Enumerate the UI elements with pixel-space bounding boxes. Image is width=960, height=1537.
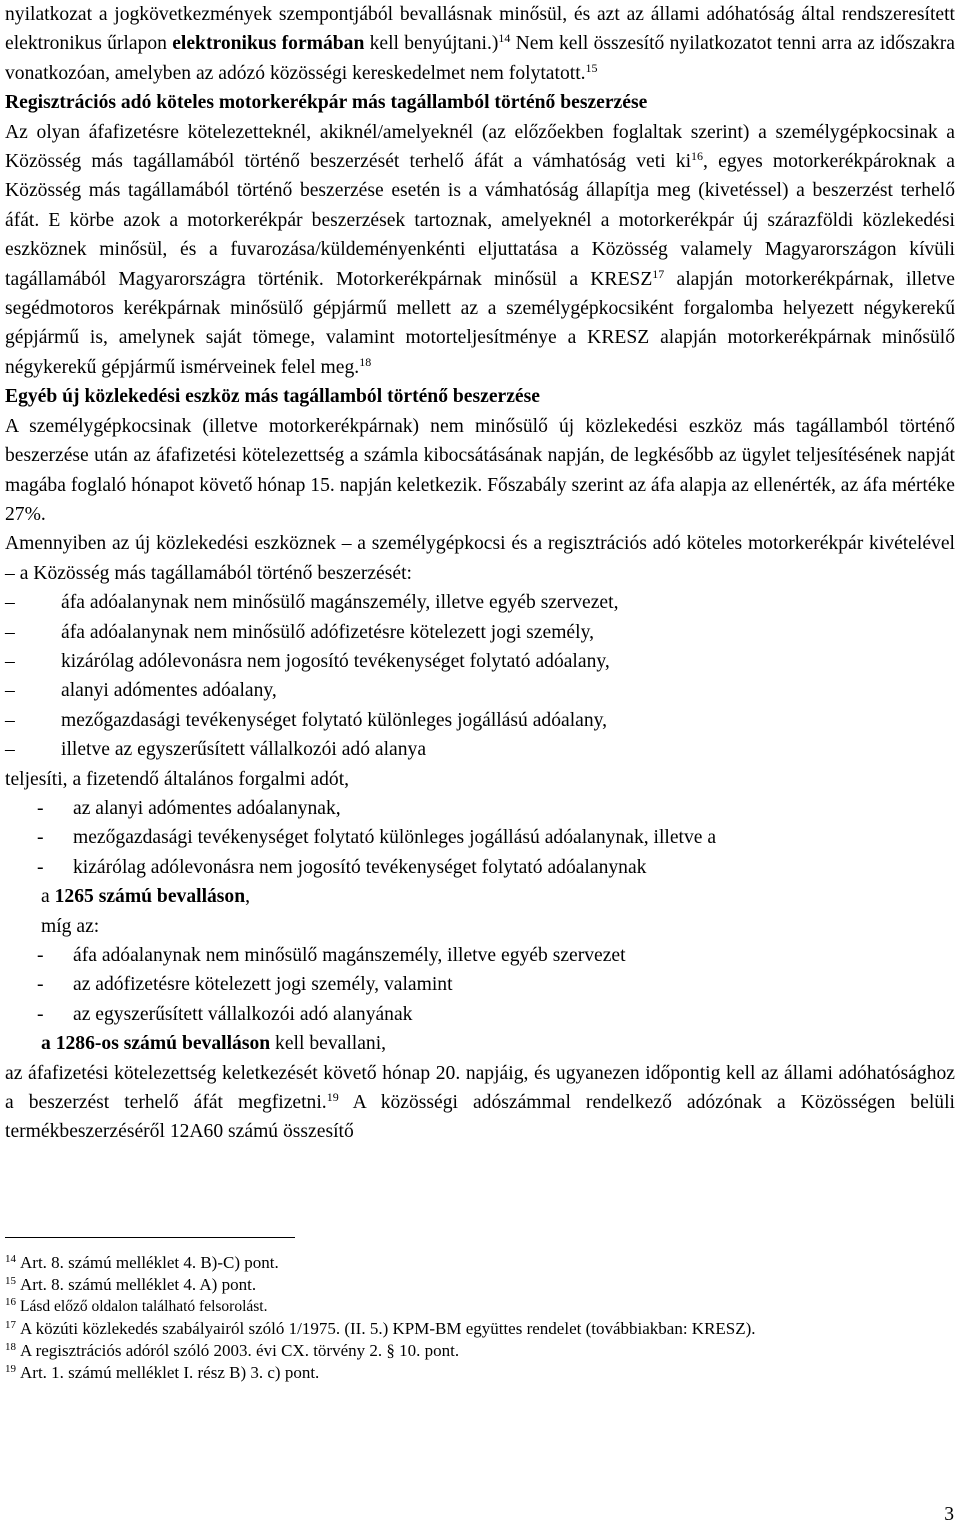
list-item-text: alanyi adómentes adóalany, (61, 680, 277, 702)
while-line: míg az: (41, 915, 100, 937)
footnote-number: 15 (5, 1275, 16, 1287)
hyphen-list-2 (5, 794, 955, 882)
paragraph-motorcycle (5, 118, 955, 383)
list-item-text: az alanyi adómentes adóalanynak, (73, 797, 341, 819)
paragraph-pays-vat: teljesíti, a fizetendő általános forgalmi adót, (5, 768, 350, 790)
footnote-number: 16 (5, 1296, 16, 1308)
section-heading-motorcycle: Regisztrációs adó köteles motorkerékpár más tagállamból történő beszerzése (5, 92, 648, 114)
list-dash: - (37, 827, 44, 849)
paragraph-intro (5, 0, 955, 88)
list-item (5, 823, 955, 852)
text: Az olyan áfafizetésre kötelezetteknél, akiknél/amelyeknél (az előzőekben foglaltak szerint) a személygépkocsinak a Közösség más tagállamából történő beszerzését terhelő áfát a vámhatóság veti ki (5, 121, 955, 173)
list-dash: - (37, 974, 44, 996)
paragraph-deadline (5, 1059, 955, 1147)
footnote-text: Art. 1. számú melléklet I. rész B) 3. c) pont. (20, 1363, 320, 1382)
list-item-text: mezőgazdasági tevékenységet folytató különleges jogállású adóalany, (61, 709, 608, 731)
list-item (5, 618, 955, 647)
footnote-text: Art. 8. számú melléklet 4. A) pont. (20, 1275, 257, 1294)
document-page (5, 0, 955, 1147)
list-item-text: áfa adóalanynak nem minősülő adófizetésre kötelezett jogi személy, (61, 621, 594, 643)
footnote-ref: 16 (691, 149, 704, 164)
text: Nem kell összesítő nyilatkozatot tenni arra az időszakra vonatkozóan, amelyben az adózó közösségi kereskedelmet nem folytatott. (5, 33, 955, 84)
bold-text: a 1286-os számú bevalláson (41, 1033, 271, 1055)
list-dash: – (5, 650, 15, 672)
footnote-divider (5, 1237, 295, 1238)
footnote-number: 19 (5, 1363, 16, 1375)
list-item (5, 970, 955, 999)
list-item-text: kizárólag adólevonásra nem jogosító tevékenységet folytató adóalany, (61, 650, 610, 672)
list-item (5, 853, 955, 882)
list-item-text: az egyszerűsített vállalkozói adó alanyának (73, 1003, 413, 1025)
footnote-text: Art. 8. számú melléklet 4. B)-C) pont. (20, 1253, 279, 1272)
bold-text: 1265 számú bevalláson (54, 886, 246, 908)
list-item-text: áfa adóalanynak nem minősülő magánszemély, illetve egyéb szervezet (73, 945, 626, 966)
footnote (5, 1252, 955, 1274)
form-1265-line (5, 882, 955, 911)
list-item (5, 941, 955, 970)
footnote-number: 17 (5, 1319, 16, 1331)
footnote-number: 18 (5, 1341, 16, 1353)
list-item (5, 706, 955, 735)
text: A közösségi adószámmal rendelkező adózónak a Közösségen belüli termékbeszerzéséről 12A60 számú összesítő (5, 1092, 955, 1143)
text: a (41, 886, 55, 908)
footnote (5, 1274, 955, 1296)
list-item-text: az adófizetésre kötelezett jogi személy, valamint (73, 974, 453, 996)
list-dash: – (5, 621, 15, 643)
list-dash: - (37, 945, 44, 966)
footnote-text: A regisztrációs adóról szóló 2003. évi CX. törvény 2. § 10. pont. (20, 1341, 460, 1360)
list-dash: – (5, 592, 15, 614)
footnote-text: Lásd előző oldalon található felsorolást. (20, 1298, 268, 1315)
paragraph-other-vehicle: A személygépkocsinak (illetve motorkerékpárnak) nem minősülő új közlekedési eszköz más tagállamból történő beszerzése után az áfafizetési kötelezettség a számla kibocsátásának napján, de legkésőbb az ügylet teljesítésének napját magába foglaló hónapot követő hónap 15. napján keletkezik. Főszabály szerint az áfa alapja az ellenérték, az áfa mértéke 27%. (5, 415, 955, 525)
list-item (5, 676, 955, 705)
list-dash: - (37, 856, 44, 878)
list-item (5, 588, 955, 617)
list-item (5, 647, 955, 676)
footnote (5, 1318, 955, 1340)
text: nyilatkozat a jogkövetkezmények szempontjából bevallásnak minősül, és azt az állami adóhatóság által rendszeresített elektronikus űrlapon (5, 4, 955, 55)
list-item-text: kizárólag adólevonásra nem jogosító tevékenységet folytató adóalanynak (73, 856, 647, 878)
footnote (5, 1296, 955, 1318)
footnotes (5, 1252, 955, 1384)
text: , egyes motorkerékpároknak a Közösség más tagállamából történő beszerzése esetén is a vámhatóság állapítja meg (kivetéssel) a beszerzést terhelő áfát. E körbe azok a motorkerékpár beszerzések tartoznak, amelyeknél a motorkerékpár új szárazföldi közlekedési eszköznek minősül, és a fuvarozása/küldeményenkénti eljuttatása a Közösség valamely Magyarországon kívüli tagállamából Magyarországra történik. Motorkerékpárnak minősül a KRESZ (5, 151, 955, 290)
text: kell bevallani, (270, 1033, 387, 1055)
list-dash: - (37, 1003, 44, 1025)
page-number: 3 (944, 1504, 954, 1525)
footnote-ref: 17 (652, 266, 665, 281)
footnote-ref: 18 (359, 354, 372, 369)
text: az áfafizetési kötelezettség keletkezését követő hónap 20. napjáig, és ugyanezen időpontig kell az állami adóhatósághoz a beszerzést terhelő áfát megfizetni. (5, 1062, 955, 1114)
footnote-text: A közúti közlekedés szabályairól szóló 1/1975. (II. 5.) KPM-BM együttes rendelet (továbbiakban: KRESZ). (20, 1319, 756, 1338)
footnote-ref: 15 (585, 60, 598, 75)
footnote-number: 14 (5, 1253, 16, 1265)
footnote-ref: 19 (326, 1090, 339, 1105)
section-heading-other-vehicle: Egyéb új közlekedési eszköz más tagállamból történő beszerzése (5, 386, 540, 408)
hyphen-list-3 (5, 941, 955, 1029)
list-dash: – (5, 709, 15, 731)
list-item (5, 794, 955, 823)
footnote-ref: 14 (498, 31, 511, 46)
text: kell benyújtani.) (364, 33, 499, 55)
list-dash: - (37, 797, 44, 819)
footnote (5, 1340, 955, 1362)
bold-text: elektronikus formában (172, 33, 365, 55)
dash-list-1 (5, 588, 955, 764)
list-item (5, 1000, 955, 1029)
form-1286-line (5, 1029, 955, 1058)
text: , (245, 886, 251, 908)
list-item (5, 735, 955, 764)
list-item-text: illetve az egyszerűsített vállalkozói adó alanya (61, 739, 427, 761)
footnote (5, 1362, 955, 1384)
list-dash: – (5, 739, 15, 761)
paragraph-conditions: Amennyiben az új közlekedési eszköznek – a személygépkocsi és a regisztrációs adó köteles motorkerékpár kivételével – a Közösség más tagállamából történő beszerzését: (5, 533, 955, 584)
list-dash: – (5, 680, 15, 702)
list-item-text: mezőgazdasági tevékenységet folytató különleges jogállású adóalanynak, illetve a (73, 827, 717, 849)
text: alapján motorkerékpárnak, illetve segédmotoros kerékpárnak minősülő gépjármű mellett az a személygépkocsiként forgalomba helyezett négykerekű gépjármű is, amelynek saját tömege, valamint motorteljesítménye a KRESZ alapján motorkerékpárnak minősülő négykerekű gépjármű ismérveinek felel meg. (5, 268, 955, 378)
list-item-text: áfa adóalanynak nem minősülő magánszemély, illetve egyéb szervezet, (61, 592, 619, 614)
